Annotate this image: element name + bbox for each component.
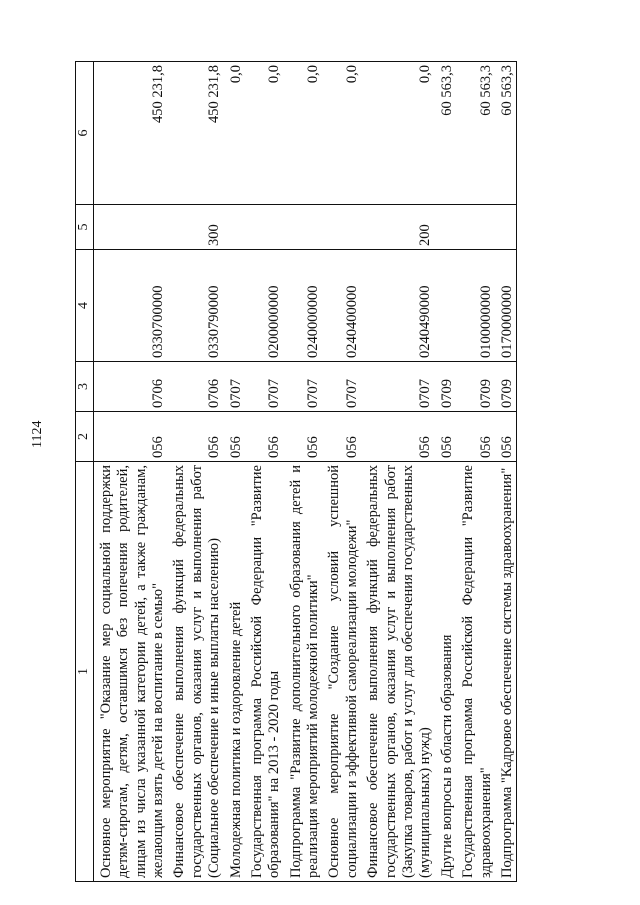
row-code-3: 0707 xyxy=(224,362,245,412)
row-code-3: 0709 xyxy=(456,362,495,412)
row-code-3: 0707 xyxy=(245,362,284,412)
row-code-2: 056 xyxy=(245,412,284,462)
row-code-4: 0330700000 xyxy=(93,250,167,362)
row-amount: 0,0 xyxy=(361,62,435,205)
row-code-5 xyxy=(284,205,323,250)
page-number: 1124 xyxy=(30,420,45,448)
table-row xyxy=(167,62,223,882)
row-code-5: 300 xyxy=(167,205,223,250)
budget-table xyxy=(75,61,517,882)
row-name: Другие вопросы в области образования xyxy=(435,462,456,882)
row-code-4 xyxy=(224,250,245,362)
row-code-4: 0240490000 xyxy=(361,250,435,362)
row-code-3: 0707 xyxy=(361,362,435,412)
row-code-5 xyxy=(224,205,245,250)
row-code-2: 056 xyxy=(435,412,456,462)
row-code-5 xyxy=(245,205,284,250)
row-name: Финансовое обеспечение выполнения функций федеральных государственных органов, оказания услуг и выполнения работ (Закупка товаров, работ и услуг для обеспечения государственных (муниципальных) нужд) xyxy=(361,462,435,882)
column-header: 2 xyxy=(76,412,94,462)
table-row xyxy=(435,62,456,882)
row-amount: 60 563,3 xyxy=(456,62,495,205)
row-code-3: 0709 xyxy=(435,362,456,412)
table-row xyxy=(224,62,245,882)
row-amount: 60 563,3 xyxy=(435,62,456,205)
row-code-3: 0707 xyxy=(322,362,361,412)
row-name: Государственная программа Российской Федерации "Развитие здравоохранения" xyxy=(456,462,495,882)
row-name: Финансовое обеспечение выполнения функций федеральных государственных органов, оказания услуг и выполнения работ (Социальное обеспечение и иные выплаты населению) xyxy=(167,462,223,882)
row-code-4: 0100000000 xyxy=(456,250,495,362)
row-code-3: 0707 xyxy=(284,362,323,412)
row-code-2: 056 xyxy=(495,412,517,462)
table-row xyxy=(93,62,167,882)
row-code-5 xyxy=(93,205,167,250)
row-code-5 xyxy=(435,205,456,250)
table-row xyxy=(284,62,323,882)
row-code-5 xyxy=(322,205,361,250)
table-row xyxy=(456,62,495,882)
row-code-4: 0240400000 xyxy=(322,250,361,362)
column-header: 5 xyxy=(76,205,94,250)
row-code-5 xyxy=(456,205,495,250)
row-code-2: 056 xyxy=(456,412,495,462)
row-name: Основное мероприятие "Оказание мер социальной поддержки детям-сиротам, детям, оставшимся без попечения родителей, лицам из числа указанной категории детей, а также гражданам, желающим взять детей на воспитание в семью" xyxy=(93,462,167,882)
row-code-5: 200 xyxy=(361,205,435,250)
column-header: 3 xyxy=(76,362,94,412)
row-code-4 xyxy=(435,250,456,362)
row-code-5 xyxy=(495,205,517,250)
row-amount: 60 563,3 xyxy=(495,62,517,205)
table-row xyxy=(322,62,361,882)
row-name: Основное мероприятие "Создание условий успешной социализации и эффективной самореализации молодежи" xyxy=(322,462,361,882)
row-amount: 450 231,8 xyxy=(93,62,167,205)
row-code-4: 0240000000 xyxy=(284,250,323,362)
row-name: Молодежная политика и оздоровление детей xyxy=(224,462,245,882)
row-code-2: 056 xyxy=(322,412,361,462)
budget-table-container xyxy=(75,62,590,882)
row-code-2: 056 xyxy=(224,412,245,462)
row-code-2: 056 xyxy=(284,412,323,462)
row-amount: 450 231,8 xyxy=(167,62,223,205)
row-code-2: 056 xyxy=(167,412,223,462)
row-amount: 0,0 xyxy=(322,62,361,205)
row-code-4: 0330790000 xyxy=(167,250,223,362)
column-header: 4 xyxy=(76,250,94,362)
row-code-3: 0706 xyxy=(167,362,223,412)
row-code-2: 056 xyxy=(361,412,435,462)
row-name: Подпрограмма "Кадровое обеспечение системы здравоохранения" xyxy=(495,462,517,882)
row-code-4: 0200000000 xyxy=(245,250,284,362)
row-code-3: 0706 xyxy=(93,362,167,412)
row-code-4: 0170000000 xyxy=(495,250,517,362)
column-header: 6 xyxy=(76,62,94,205)
column-header: 1 xyxy=(76,462,94,882)
table-header-row xyxy=(76,62,94,882)
table-row xyxy=(361,62,435,882)
table-row xyxy=(495,62,517,882)
row-code-3: 0709 xyxy=(495,362,517,412)
row-amount: 0,0 xyxy=(224,62,245,205)
row-code-2: 056 xyxy=(93,412,167,462)
row-amount: 0,0 xyxy=(284,62,323,205)
row-name: Государственная программа Российской Федерации "Развитие образования" на 2013 - 2020 годы xyxy=(245,462,284,882)
table-row xyxy=(245,62,284,882)
row-name: Подпрограмма "Развитие дополнительного образования детей и реализация мероприятий молодежной политики" xyxy=(284,462,323,882)
row-amount: 0,0 xyxy=(245,62,284,205)
